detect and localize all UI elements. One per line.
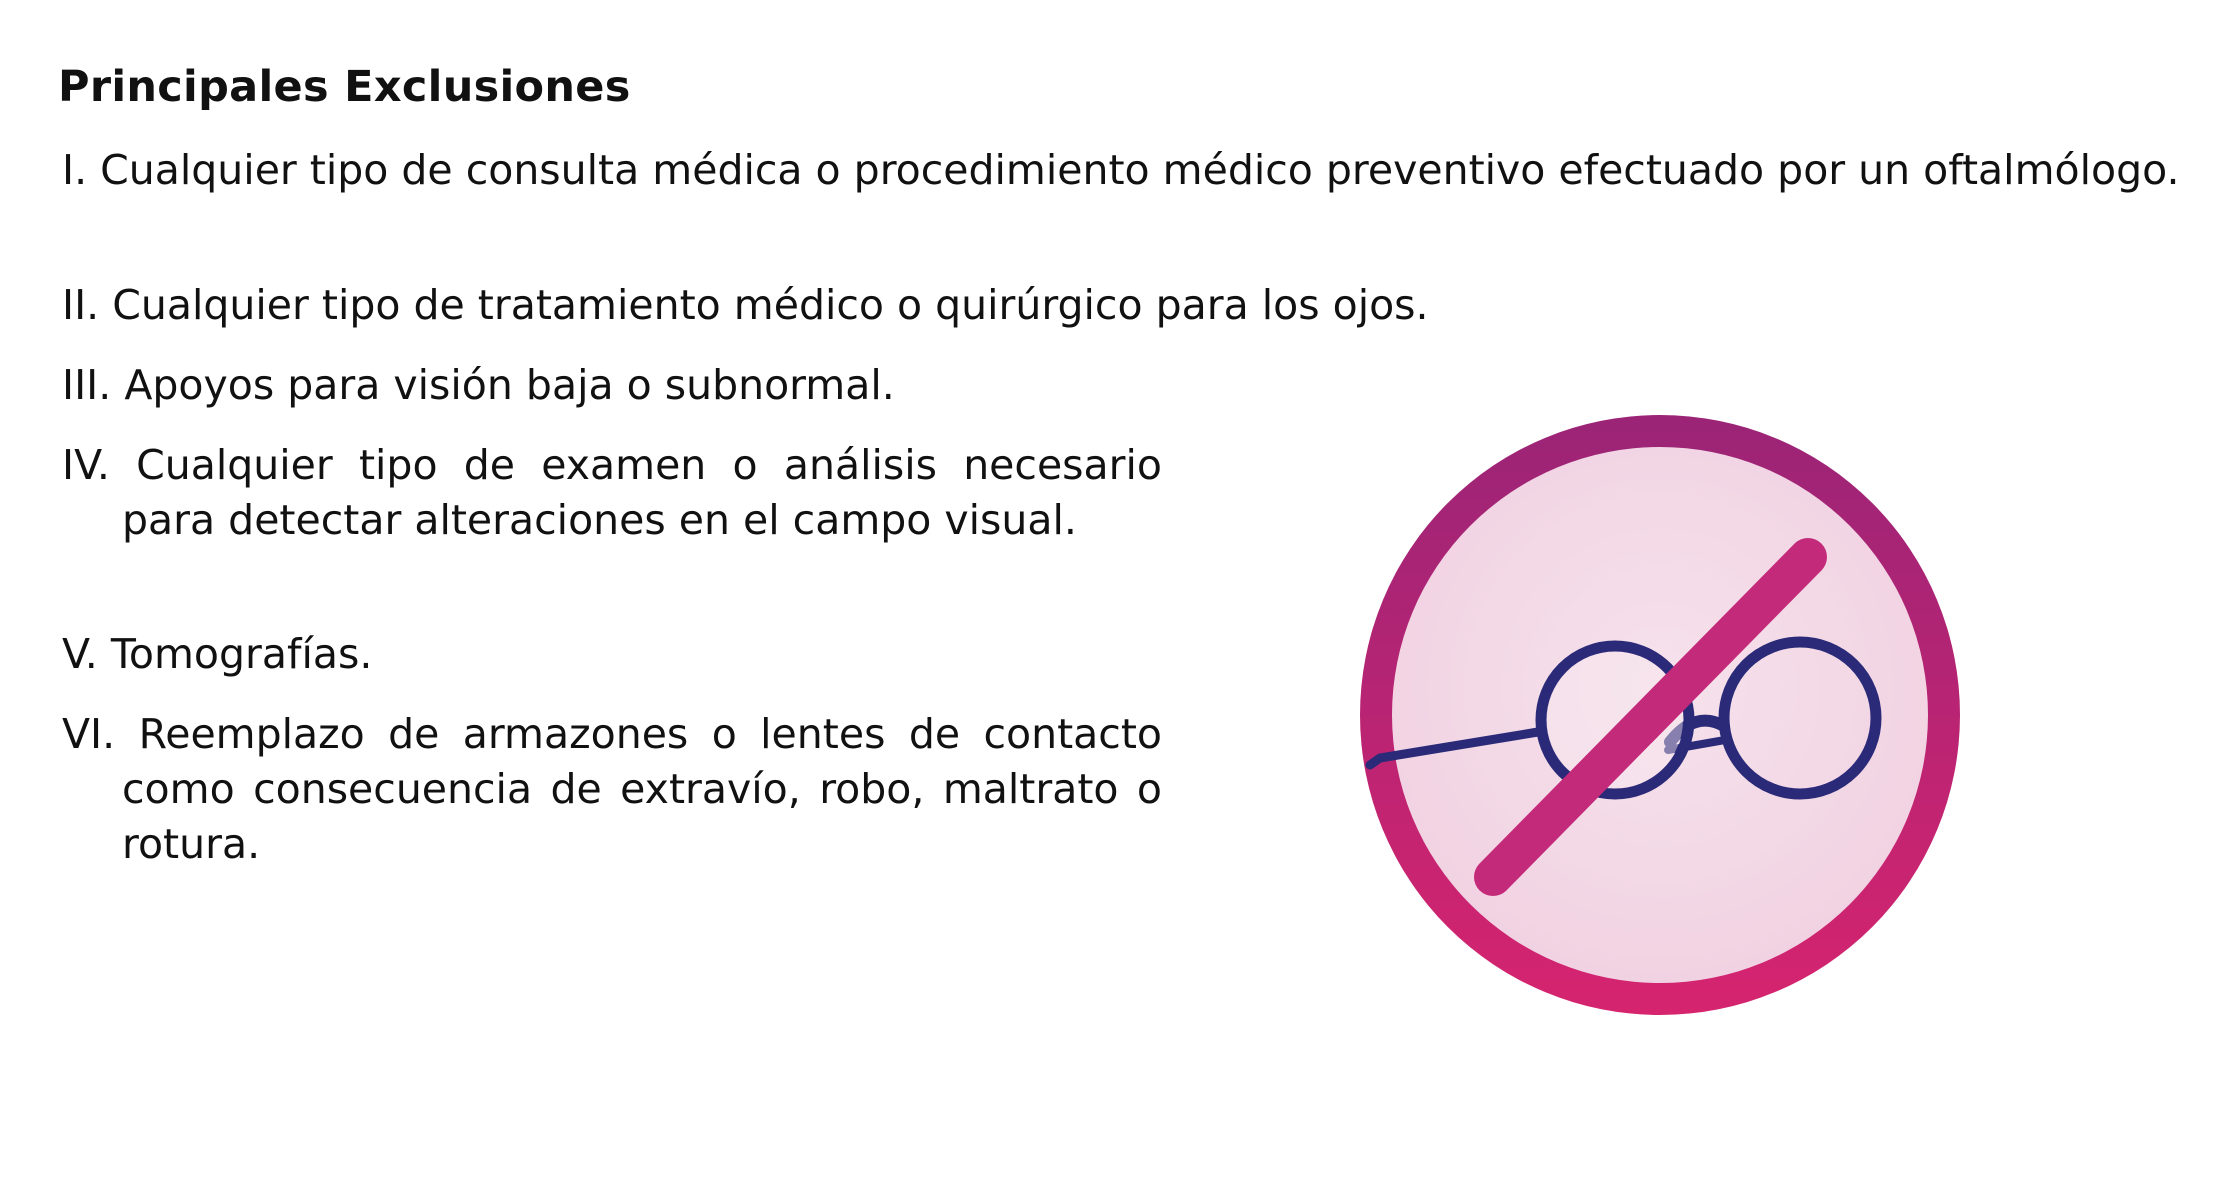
no-glasses-icon: [1340, 410, 1980, 1040]
exclusion-item-6: VI. Reemplazo de armazones o lentes de contacto como consecuencia de extravío, robo, maltrato o rotura.: [62, 710, 1162, 868]
no-glasses-illustration: [1340, 410, 1980, 1040]
page-title: Principales Exclusiones: [58, 62, 631, 112]
exclusion-item-3: III. Apoyos para visión baja o subnormal.: [62, 361, 895, 409]
exclusion-item-4: IV. Cualquier tipo de examen o análisis necesario para detectar alteraciones en el campo visual.: [62, 441, 1162, 544]
exclusion-item-5: V. Tomografías.: [62, 630, 373, 678]
exclusion-item-2: II. Cualquier tipo de tratamiento médico o quirúrgico para los ojos.: [62, 281, 1429, 329]
exclusion-item-1: I. Cualquier tipo de consulta médica o procedimiento médico preventivo efectuado por un oftalmólogo.: [62, 146, 2180, 194]
